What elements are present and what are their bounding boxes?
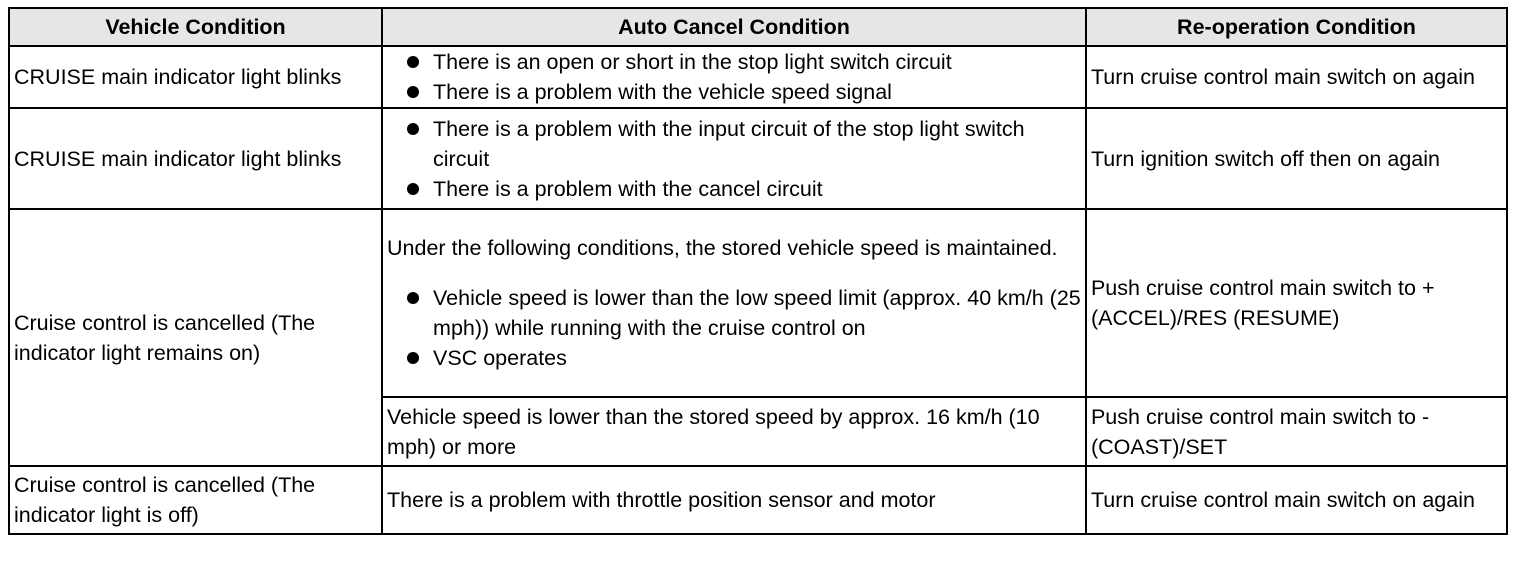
header-auto-cancel-condition: Auto Cancel Condition — [382, 8, 1086, 46]
table-row — [9, 108, 1507, 209]
cancel-bullet-list — [387, 114, 1081, 204]
vehicle-condition-cell: CRUISE main indicator light blinks — [9, 108, 382, 209]
cruise-cancel-table — [8, 7, 1508, 535]
header-row — [9, 8, 1507, 46]
table-row — [9, 466, 1507, 534]
vehicle-condition-cell: Cruise control is cancelled (The indicator light remains on) — [9, 209, 382, 466]
cancel-bullet-list — [387, 283, 1081, 373]
cancel-bullet-item: There is an open or short in the stop light switch circuit — [387, 47, 1081, 77]
auto-cancel-cell — [382, 209, 1086, 397]
table-row — [9, 46, 1507, 108]
reoperation-cell: Push cruise control main switch to + (ACCEL)/RES (RESUME) — [1086, 209, 1507, 397]
header-vehicle-condition: Vehicle Condition — [9, 8, 382, 46]
reoperation-cell: Turn ignition switch off then on again — [1086, 108, 1507, 209]
reoperation-cell: Turn cruise control main switch on again — [1086, 46, 1507, 108]
cancel-bullet-item: There is a problem with the cancel circuit — [387, 174, 1081, 204]
cancel-bullet-item: VSC operates — [387, 343, 1081, 373]
vehicle-condition-cell: CRUISE main indicator light blinks — [9, 46, 382, 108]
auto-cancel-cell — [382, 108, 1086, 209]
table-row — [9, 209, 1507, 397]
header-reoperation-condition: Re-operation Condition — [1086, 8, 1507, 46]
auto-cancel-cell — [382, 46, 1086, 108]
auto-cancel-cell: Vehicle speed is lower than the stored speed by approx. 16 km/h (10 mph) or more — [382, 397, 1086, 466]
reoperation-cell: Push cruise control main switch to - (COAST)/SET — [1086, 397, 1507, 466]
reoperation-cell: Turn cruise control main switch on again — [1086, 466, 1507, 534]
cancel-bullet-item: There is a problem with the input circuit of the stop light switch circuit — [387, 114, 1081, 174]
cancel-bullet-list — [387, 47, 1081, 107]
cancel-bullet-item: There is a problem with the vehicle speed signal — [387, 77, 1081, 107]
vehicle-condition-cell: Cruise control is cancelled (The indicator light is off) — [9, 466, 382, 534]
cancel-bullet-item: Vehicle speed is lower than the low speed limit (approx. 40 km/h (25 mph)) while running with the cruise control on — [387, 283, 1081, 343]
cancel-intro-text: Under the following conditions, the stored vehicle speed is maintained. — [387, 236, 1058, 260]
auto-cancel-cell: There is a problem with throttle position sensor and motor — [382, 466, 1086, 534]
